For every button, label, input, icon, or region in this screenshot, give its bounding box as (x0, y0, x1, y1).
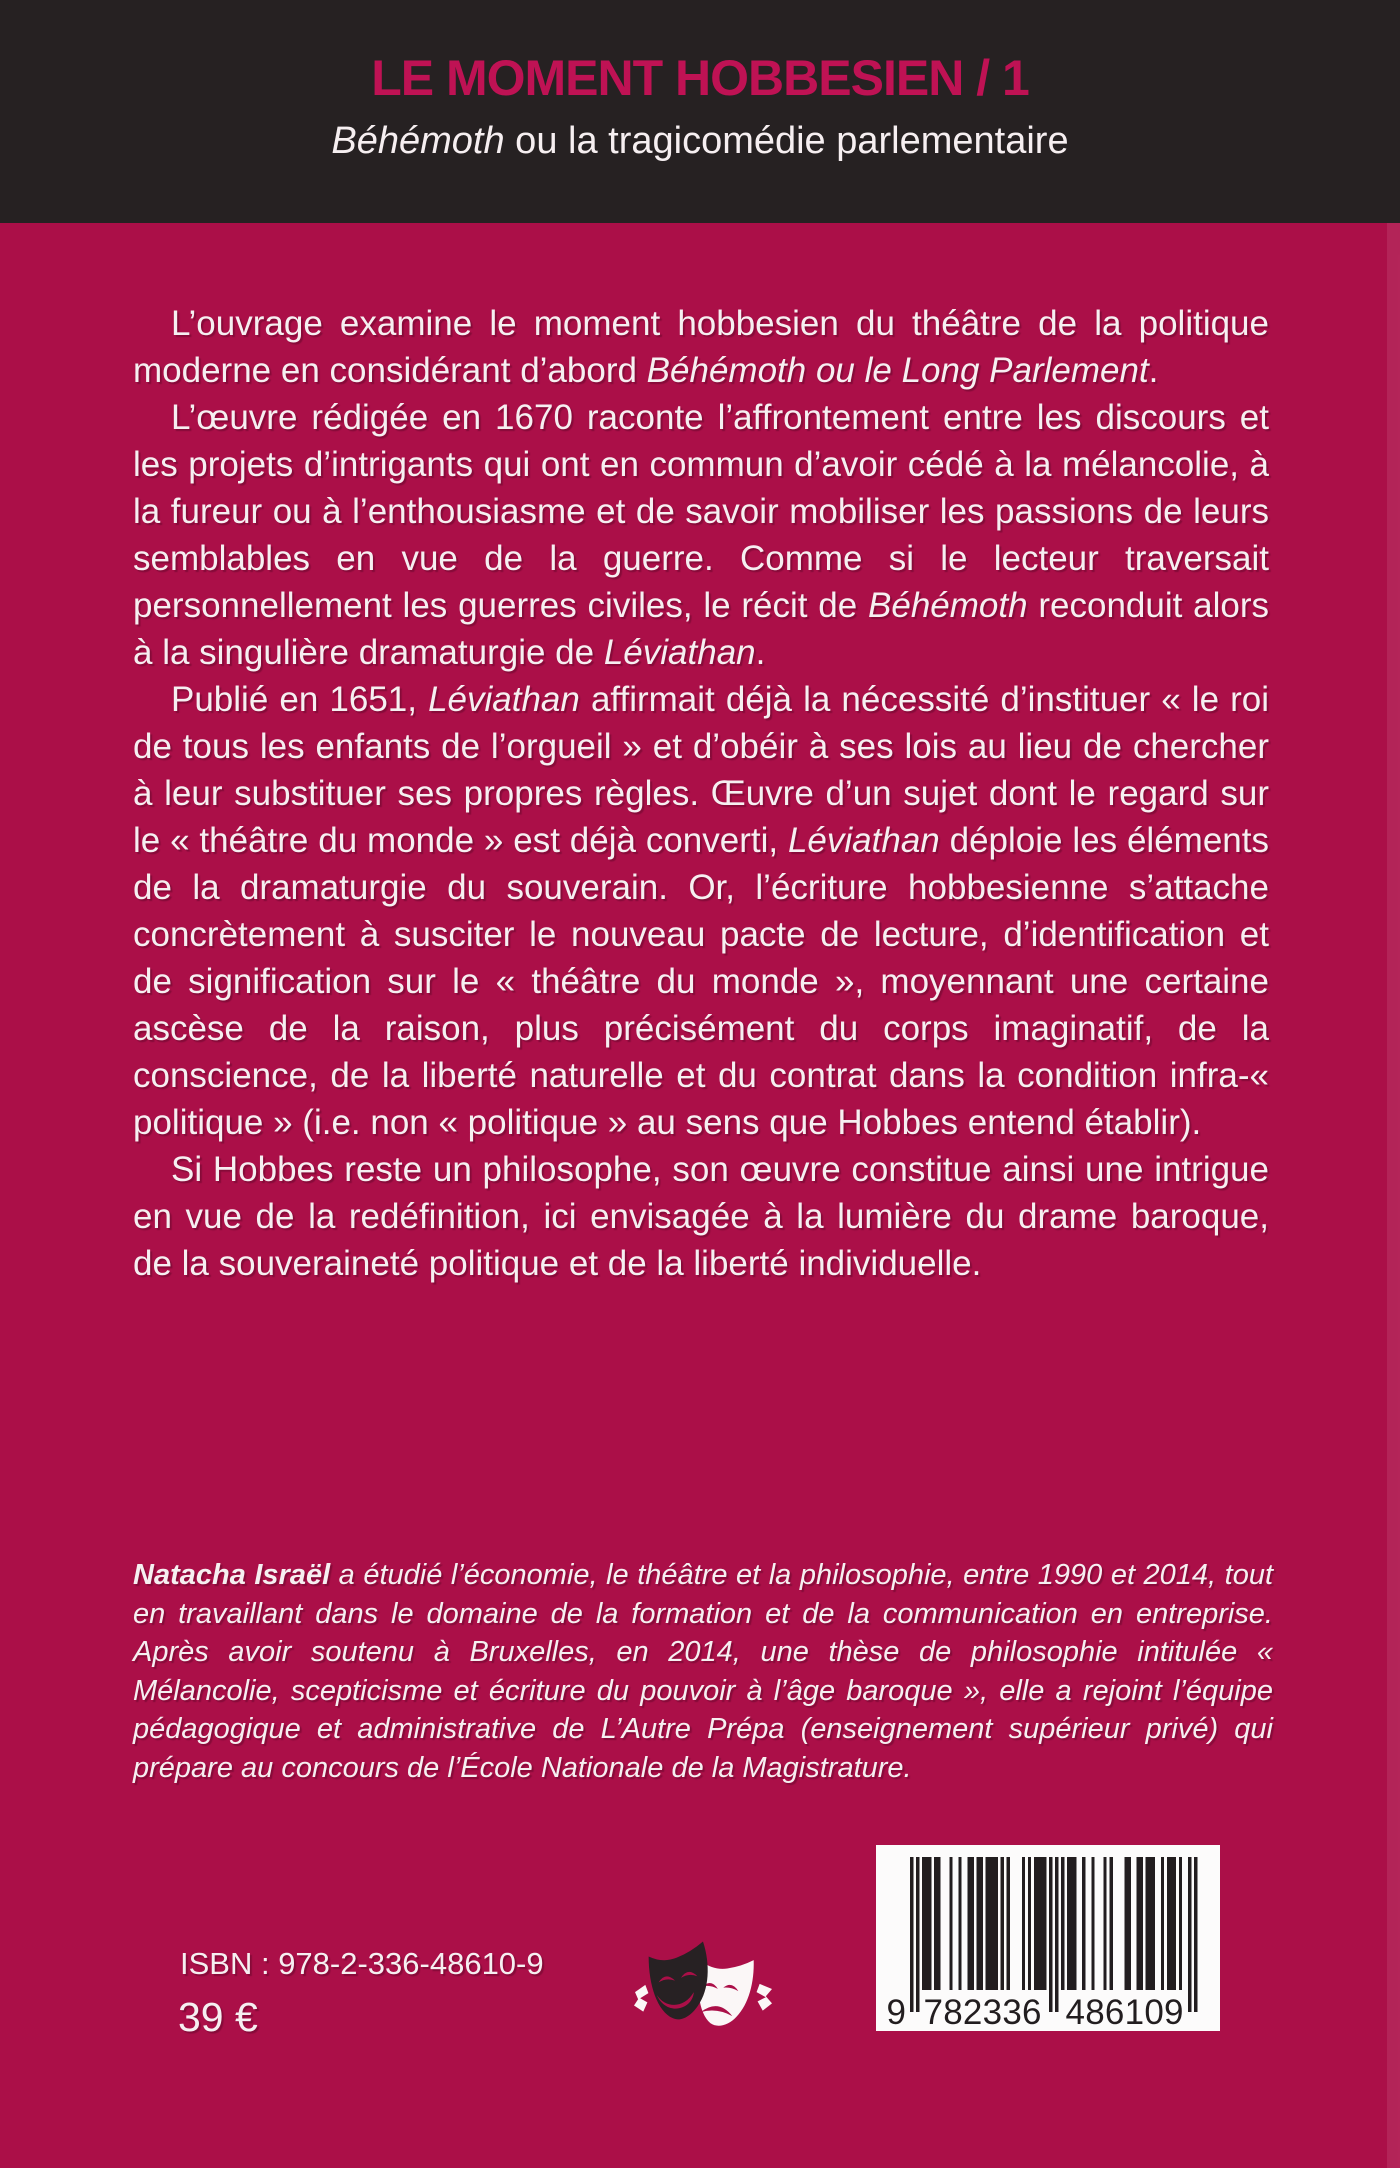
svg-text:782336: 782336 (923, 1993, 1042, 2031)
series-title: LE MOMENT HOBBESIEN / 1 (371, 50, 1029, 106)
subtitle-regular-part: ou la tragicomédie parlementaire (504, 120, 1069, 162)
isbn-text: ISBN : 978-2-336-48610-9 (180, 1946, 544, 1981)
barcode-bars (876, 1845, 1220, 2031)
author-name: Natacha Israël (133, 1559, 331, 1591)
ribbon-right-icon (757, 1984, 772, 2011)
svg-text:9: 9 (886, 1993, 906, 2031)
synopsis-paragraph: Si Hobbes reste un philosophe, son œuvre constitue ainsi une intrigue en vue de la redéfinition, ici envisagée à la lumière du drame baroque, de la souveraineté politique et de la liberté individuelle. (133, 1150, 1269, 1283)
price-text: 39 € (178, 1994, 258, 2040)
ribbon-left-icon (634, 1985, 648, 2012)
synopsis-paragraph: Publié en 1651, Léviathan affirmait déjà la nécessité d’instituer « le roi de tous les enfants de l’orgueil » et d’obéir à ses lois au lieu de chercher à leur substituer ses propres règles. Œuvre d’un sujet dont le regard sur le « théâtre du monde » est déjà converti, Léviathan déploie les éléments de la dramaturgie du souverain. Or, l’écriture hobbesienne s’attache concrètement à susciter le nouveau pacte de lecture, d’identification et de signification sur le « théâtre du monde », moyennant une certaine ascèse de la raison, plus précisément du corps imaginatif, de la conscience, de la liberté naturelle et du contrat dans la condition infra-« politique » (i.e. non « politique » au sens que Hobbes entend établir). (133, 680, 1270, 1142)
page-edge-highlight (1387, 223, 1400, 2168)
synopsis-paragraph: L’œuvre rédigée en 1670 raconte l’affrontement entre les discours et les projets d’intrigants qui ont en commun d’avoir cédé à la mélancolie, à la fureur ou à l’enthousiasme et de savoir mobiliser les passions de leurs semblables en vue de la guerre. Comme si le lecteur traversait personnellement les guerres civiles, le récit de Béhémoth reconduit alors à la singulière dramaturgie de Léviathan. (133, 398, 1269, 672)
synopsis-paragraph: L’ouvrage examine le moment hobbesien du théâtre de la politique moderne en considérant d’abord Béhémoth ou le Long Parlement. (133, 304, 1269, 390)
book-subtitle (331, 120, 1068, 162)
author-bio-paragraph (133, 1556, 1273, 1787)
subtitle-italic-part: Béhémoth (331, 120, 505, 162)
author-bio-text: a étudié l’économie, le théâtre et la philosophie, entre 1990 et 2014, tout en travaillant dans le domaine de la formation et de la communication en entreprise. Après avoir soutenu à Bruxelles, en 2014, une thèse de philosophie intitulée « Mélancolie, scepticisme et écriture du pouvoir à l’âge baroque », elle a rejoint l’équipe pédagogique et administrative de L’Autre Prépa (enseignement supérieur privé) qui prépare au concours de l’École Nationale de la Magistrature. (133, 1559, 1274, 1784)
comedy-tragedy-masks-icon (634, 1940, 772, 2038)
barcode-box (876, 1845, 1220, 2031)
header-band (0, 0, 1400, 223)
author-bio (133, 1556, 1273, 1787)
synopsis (133, 300, 1269, 1287)
svg-text:486109: 486109 (1065, 1993, 1184, 2031)
